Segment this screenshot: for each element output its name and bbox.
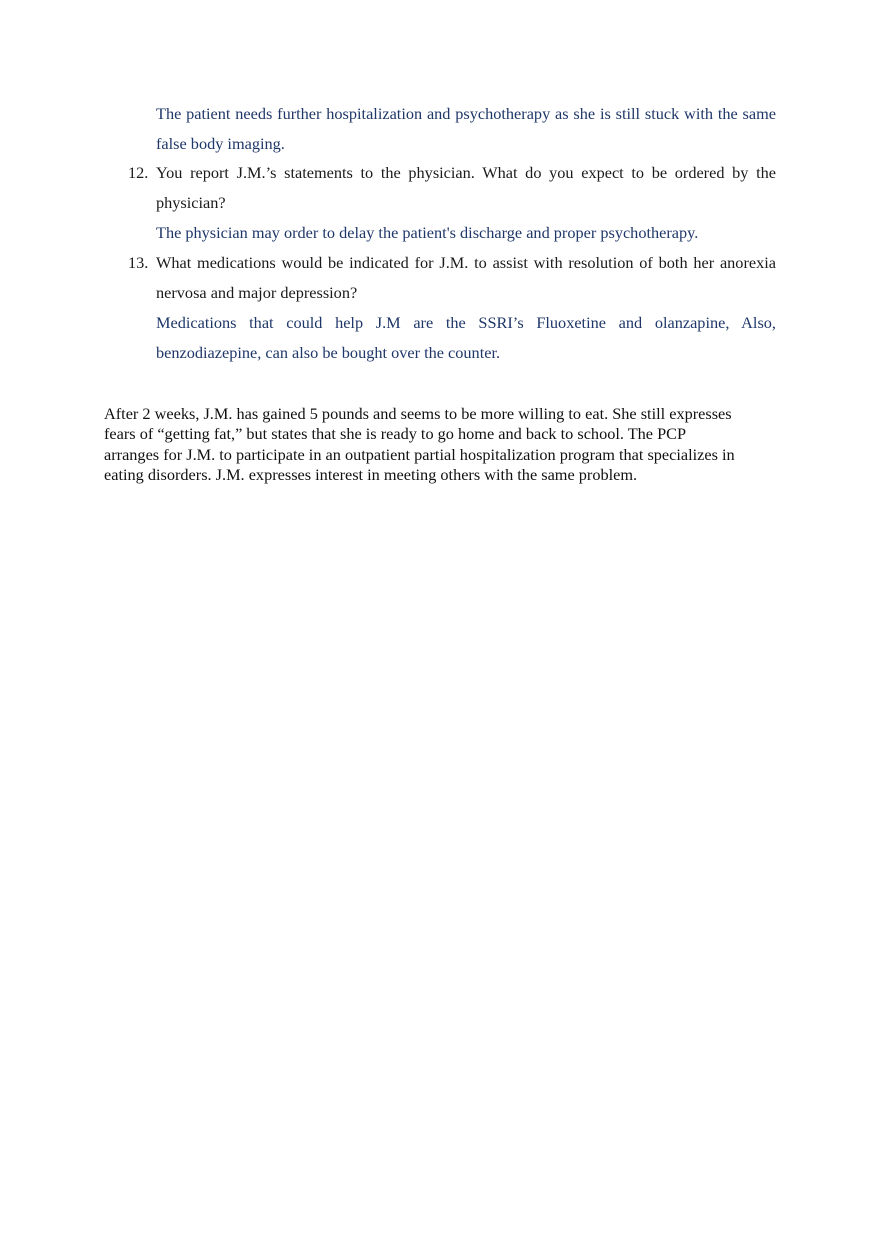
narrative-line: arranges for J.M. to participate in an outpatient partial hospitalization program that specializes in [104,444,735,464]
narrative-paragraph [104,404,776,485]
question-13-number: 13. [128,253,149,272]
answer-11-text: The patient needs further hospitalization and psychotherapy as she is still stuck with the same false body imaging. [156,104,776,153]
narrative-line: fears of “getting fat,” but states that she is ready to go home and back to school. The PCP [104,424,687,444]
answer-12-text: The physician may order to delay the patient's discharge and proper psychotherapy. [156,223,699,242]
question-13-text: What medications would be indicated for J.M. to assist with resolution of both her anorexia nervosa and major depression? [156,253,776,302]
question-12-number: 12. [128,163,149,182]
narrative-line: After 2 weeks, J.M. has gained 5 pounds and seems to be more willing to eat. She still expresses [104,404,732,423]
narrative-line: eating disorders. J.M. expresses interest in meeting others with the same problem. [104,464,638,484]
answer-13-text: Medications that could help J.M are the SSRI’s Fluoxetine and olanzapine, Also, benzodiazepine, can also be bought over the counter. [156,313,776,362]
question-12-text: You report J.M.’s statements to the physician. What do you expect to be ordered by the physician? [156,163,776,212]
